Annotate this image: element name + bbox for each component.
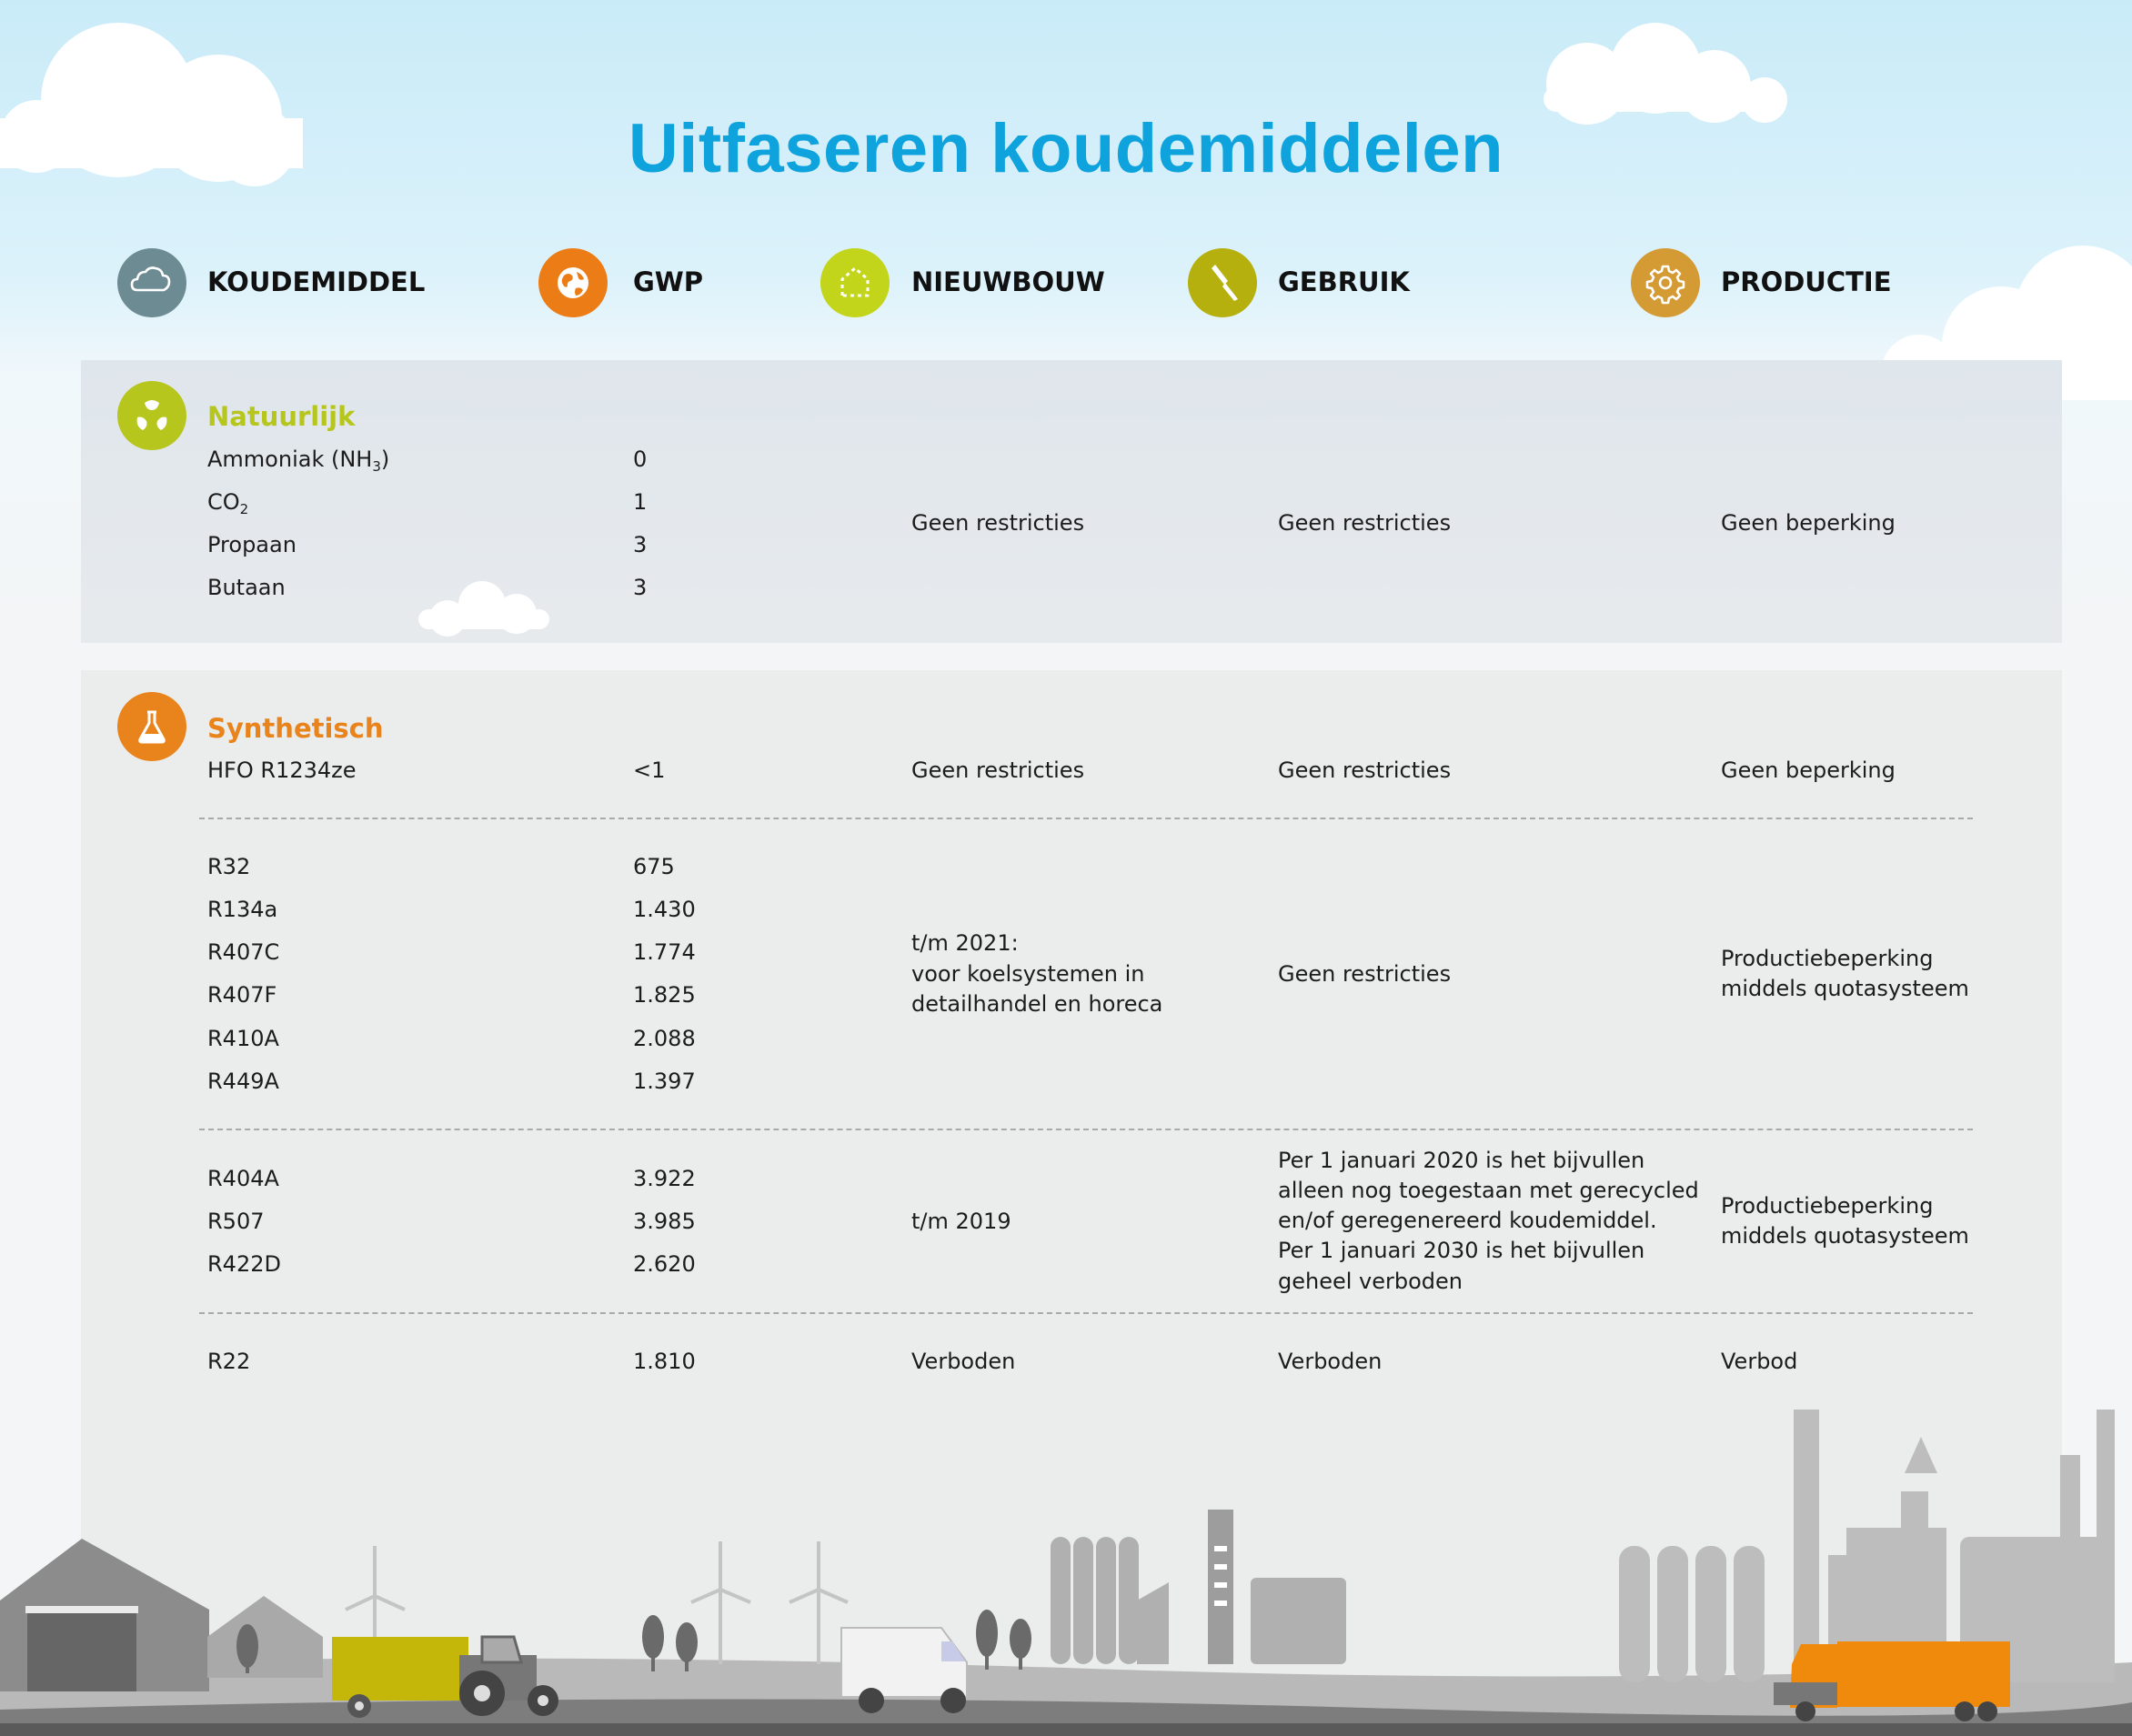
refrigerant-name: R410A — [207, 1026, 279, 1051]
nieuwbouw-value: Geen restricties — [911, 758, 1085, 783]
gebruik-line: alleen nog toegestaan met gerecycled — [1278, 1178, 1699, 1203]
gwp-value: 675 — [633, 854, 675, 879]
productie-value: Geen beperking — [1721, 758, 1896, 783]
gwp-value: 2.620 — [633, 1251, 696, 1277]
productie-value: Geen beperking — [1721, 510, 1896, 536]
gwp-value: 2.088 — [633, 1026, 696, 1051]
productie-line: middels quotasysteem — [1721, 976, 1969, 1001]
gebruik-line: Per 1 januari 2030 is het bijvullen — [1278, 1238, 1645, 1263]
productie-line: Productiebeperking — [1721, 1193, 1934, 1219]
gwp-value: <1 — [633, 758, 666, 783]
gwp-value: 3 — [633, 575, 648, 600]
nieuwbouw-line: t/m 2021: — [911, 930, 1019, 956]
gwp-value: 1.810 — [633, 1349, 696, 1374]
gebruik-line: Per 1 januari 2020 is het bijvullen — [1278, 1148, 1645, 1173]
gwp-value: 3 — [633, 532, 648, 557]
productie-line: middels quotasysteem — [1721, 1223, 1969, 1249]
header-gebruik: GEBRUIK — [1278, 266, 1410, 297]
refrigerant-name: R134a — [207, 897, 278, 922]
gebruik-line: geheel verboden — [1278, 1269, 1463, 1294]
nieuwbouw-line: voor koelsystemen in — [911, 961, 1145, 987]
gwp-value: 1.397 — [633, 1069, 696, 1094]
refrigerant-name: Propaan — [207, 532, 297, 557]
gwp-value: 3.922 — [633, 1166, 696, 1191]
refrigerant-name: R404A — [207, 1166, 279, 1191]
header-nieuwbouw: NIEUWBOUW — [911, 266, 1105, 297]
nieuwbouw-value: t/m 2019 — [911, 1209, 1011, 1234]
gebruik-value: Geen restricties — [1278, 758, 1452, 783]
refrigerant-name: R422D — [207, 1251, 281, 1277]
productie-value: Verbod — [1721, 1349, 1798, 1374]
header-productie: PRODUCTIE — [1721, 266, 1892, 297]
refrigerant-name: R32 — [207, 854, 251, 879]
gebruik-line: en/of geregenereerd koudemiddel. — [1278, 1208, 1657, 1233]
gwp-value: 1.774 — [633, 939, 696, 965]
header-gwp: GWP — [633, 266, 704, 297]
gwp-value: 1 — [633, 489, 648, 515]
refrigerant-name: Butaan — [207, 575, 286, 600]
refrigerant-name: R407C — [207, 939, 280, 965]
productie-line: Productiebeperking — [1721, 946, 1934, 971]
nieuwbouw-value: Geen restricties — [911, 510, 1085, 536]
gwp-value: 1.825 — [633, 982, 696, 1008]
refrigerant-name: HFO R1234ze — [207, 758, 357, 783]
gwp-value: 3.985 — [633, 1209, 696, 1234]
synthetisch-label: Synthetisch — [207, 713, 384, 744]
refrigerant-name: R22 — [207, 1349, 251, 1374]
natuurlijk-label: Natuurlijk — [207, 401, 356, 432]
refrigerant-name: Ammoniak $(NH_3)$ — [207, 447, 390, 475]
nieuwbouw-value: Verboden — [911, 1349, 1016, 1374]
refrigerant-name: R449A — [207, 1069, 279, 1094]
gwp-value: 1.430 — [633, 897, 696, 922]
gwp-value: 0 — [633, 447, 648, 472]
page-title: Uitfaseren koudemiddelen — [628, 110, 1504, 187]
header-koudemiddel: KOUDEMIDDEL — [207, 266, 426, 297]
nieuwbouw-line: detailhandel en horeca — [911, 991, 1163, 1017]
refrigerant-name: R507 — [207, 1209, 265, 1234]
gebruik-value: Geen restricties — [1278, 510, 1452, 536]
gebruik-value: Verboden — [1278, 1349, 1383, 1374]
gebruik-value: Geen restricties — [1278, 961, 1452, 987]
refrigerant-name: $CO_2$ — [207, 489, 249, 517]
refrigerant-name: R407F — [207, 982, 277, 1008]
